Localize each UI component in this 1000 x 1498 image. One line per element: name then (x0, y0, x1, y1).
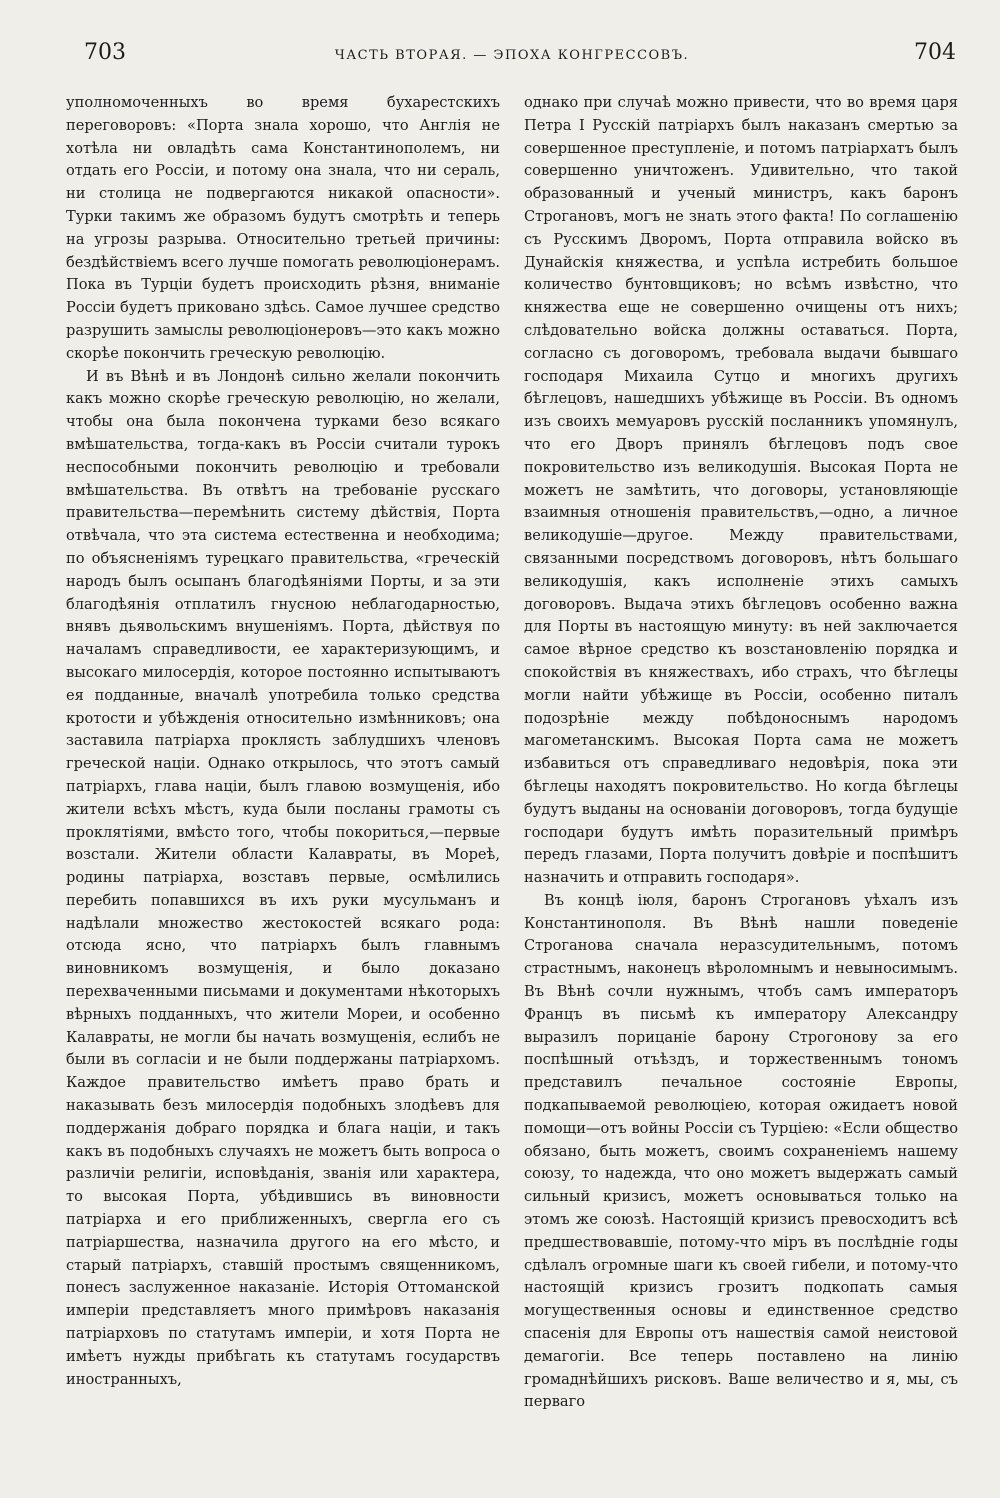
paragraph: И въ Вѣнѣ и въ Лондонѣ сильно желали покончить какъ можно скорѣе греческую революцію, но желали, чтобы она была покончена турками безо всякаго вмѣшательства, тогда-какъ въ Россіи считали турокъ неспособными покончить революцію и требовали вмѣшательства. Въ отвѣтъ на требованіе русскаго правительства—перемѣнить систему дѣйствія, Порта отвѣчала, что эта система естественна и необходима; по объясненіямъ турецкаго правительства, «греческій народъ былъ осыпанъ благодѣяніями Порты, и за эти благодѣянія отплатилъ гнусною неблагодарностью, внявъ дьявольскимъ внушеніямъ. Порта, дѣйствуя по началамъ справедливости, ее характеризующимъ, и высокаго милосердія, которое постоянно испытываютъ ея подданные, вначалѣ употребила только средства кротости и убѣжденія относительно измѣнниковъ; она заставила патріарха проклясть заблудшихъ членовъ греческой націи. Однако открылось, что этотъ самый патріархъ, глава націи, былъ главою возмущенія, ибо жители всѣхъ мѣстъ, куда были посланы грамоты съ проклятіями, вмѣсто того, чтобы покориться,—первые возстали. Жители области Калавраты, въ Мореѣ, родины патріарха, возставъ первые, осмѣлились перебить попавшихся въ ихъ руки мусульманъ и надѣлали множество жестокостей всякаго рода: отсюда ясно, что патріархъ былъ главнымъ виновникомъ возмущенія, и было доказано перехваченными письмами и документами нѣкоторыхъ вѣрныхъ подданныхъ, что жители Мореи, и особенно Калавраты, не могли бы начать возмущенія, еслибъ не были въ согласіи и не были поддержаны патріархомъ. Каждое правительство имѣетъ право брать и наказывать безъ милосердія подобныхъ злодѣевъ для поддержанія добраго порядка и блага націи, и такъ какъ въ подобныхъ случаяхъ не можетъ быть вопроса о различіи религіи, исповѣданія, званія или характера, то высокая Порта, убѣдившись въ виновности патріарха и его приближенныхъ, свергла его съ патріаршества, назначила другого на его мѣсто, и старый патріархъ, ставшій простымъ священникомъ, понесъ заслуженное наказаніе. Исторія Оттоманской имперіи представляетъ много примѣровъ наказанія патріарховъ по статутамъ имперіи, и хотя Порта не имѣетъ нужды прибѣгать къ статутамъ государствъ иностранныхъ, (66, 367, 500, 1388)
page-number-right: 704 (914, 40, 956, 65)
running-title: ЧАСТЬ ВТОРАЯ. — ЭПОХА КОНГРЕССОВЪ. (334, 48, 690, 63)
left-column (66, 92, 500, 1391)
page-number-left: 703 (84, 40, 126, 65)
page-header (68, 40, 956, 80)
paragraph: однако при случаѣ можно привести, что во время царя Петра I Русскій патріархъ былъ наказанъ смертью за совершенное преступленіе, и потомъ патріархатъ былъ совершенно уничтоженъ. Удивительно, что такой образованный и ученый министръ, какъ баронъ Строгановъ, могъ не знать этого факта! По соглашенію съ Русскимъ Дворомъ, Порта отправила войско въ Дунайскія княжества, и успѣла истребить большое количество бунтовщиковъ; но всѣмъ извѣстно, что княжества еще не совершенно очищены отъ нихъ; слѣдовательно войска должны оставаться. Порта, согласно съ договоромъ, требовала выдачи бывшаго господаря Михаила Сутцо и многихъ другихъ бѣглецовъ, нашедшихъ убѣжище въ Россіи. Въ одномъ изъ своихъ мемуаровъ русскій посланникъ упомянулъ, что его Дворъ принялъ бѣглецовъ подъ свое покровительство изъ великодушія. Высокая Порта не можетъ не замѣтить, что договоры, установляющіе взаимныя отношенія правительствъ,—одно, а личное великодушіе—другое. Между правительствами, связанными посредствомъ договоровъ, нѣтъ большаго великодушія, какъ исполненіе этихъ самыхъ договоровъ. Выдача этихъ бѣглецовъ особенно важна для Порты въ настоящую минуту: въ ней заключается самое вѣрное средство къ возстановленію порядка и спокойствія въ княжествахъ, ибо страхъ, что бѣглецы могли найти убѣжище въ Россіи, особенно питалъ подозрѣніе между побѣдоноснымъ народомъ магометанскимъ. Высокая Порта сама не можетъ избавиться отъ справедливаго недовѣрія, пока эти бѣглецы находятъ покровительство. Но когда бѣглецы будутъ выданы на основаніи договоровъ, тогда будущіе господари будутъ имѣть поразительный примѣръ передъ глазами, Порта получитъ довѣріе и поспѣшитъ назначить и отправить господаря». (524, 94, 958, 887)
paragraph: уполномоченныхъ во время бухарестскихъ переговоровъ: «Порта знала хорошо, что Англія не хотѣла ни овладѣть сама Константинополемъ, ни отдать его Россіи, и потому она знала, что ни сераль, ни столица не подвергаются никакой опасности». Турки такимъ же образомъ будутъ смотрѣть и теперь на угрозы разрыва. Относительно третьей причины: бездѣйствіемъ всего лучше помогать революціонерамъ. Пока въ Турціи будетъ происходить рѣзня, вниманіе Россіи будетъ приковано здѣсь. Самое лучшее средство разрушить замыслы революціонеровъ—это какъ можно скорѣе покончить греческую революцію. (66, 94, 500, 362)
right-column (524, 92, 958, 1414)
paragraph: Въ концѣ іюля, баронъ Строгановъ уѣхалъ изъ Константинополя. Въ Вѣнѣ нашли поведеніе Строганова сначала неразсудительнымъ, потомъ страстнымъ, наконецъ вѣроломнымъ и невыносимымъ. Въ Вѣнѣ сочли нужнымъ, чтобъ самъ императоръ Францъ въ письмѣ къ императору Александру выразилъ порицаніе барону Строгонову за его поспѣшный отъѣздъ, и торжественнымъ тономъ представилъ печальное состояніе Европы, подкапываемой революціею, которая ожидаетъ новой помощи—отъ войны Россіи съ Турціею: «Если общество обязано, быть можетъ, своимъ сохраненіемъ нашему союзу, то надежда, что оно можетъ выдержать самый сильный кризисъ, можетъ основываться только на этомъ же союзѣ. Настоящій кризисъ превосходитъ всѣ предшествовавшіе, потому-что міръ въ послѣдніе годы сдѣлалъ огромные шаги къ своей гибели, и потому-что настоящій кризисъ грозитъ подкопать самыя могущественныя основы и единственное средство спасенія для Европы отъ нашествія самой неистовой демагогіи. Все теперь поставлено на линію громаднѣйшихъ рисковъ. Ваше величество и я, мы, съ перваго (524, 891, 958, 1411)
